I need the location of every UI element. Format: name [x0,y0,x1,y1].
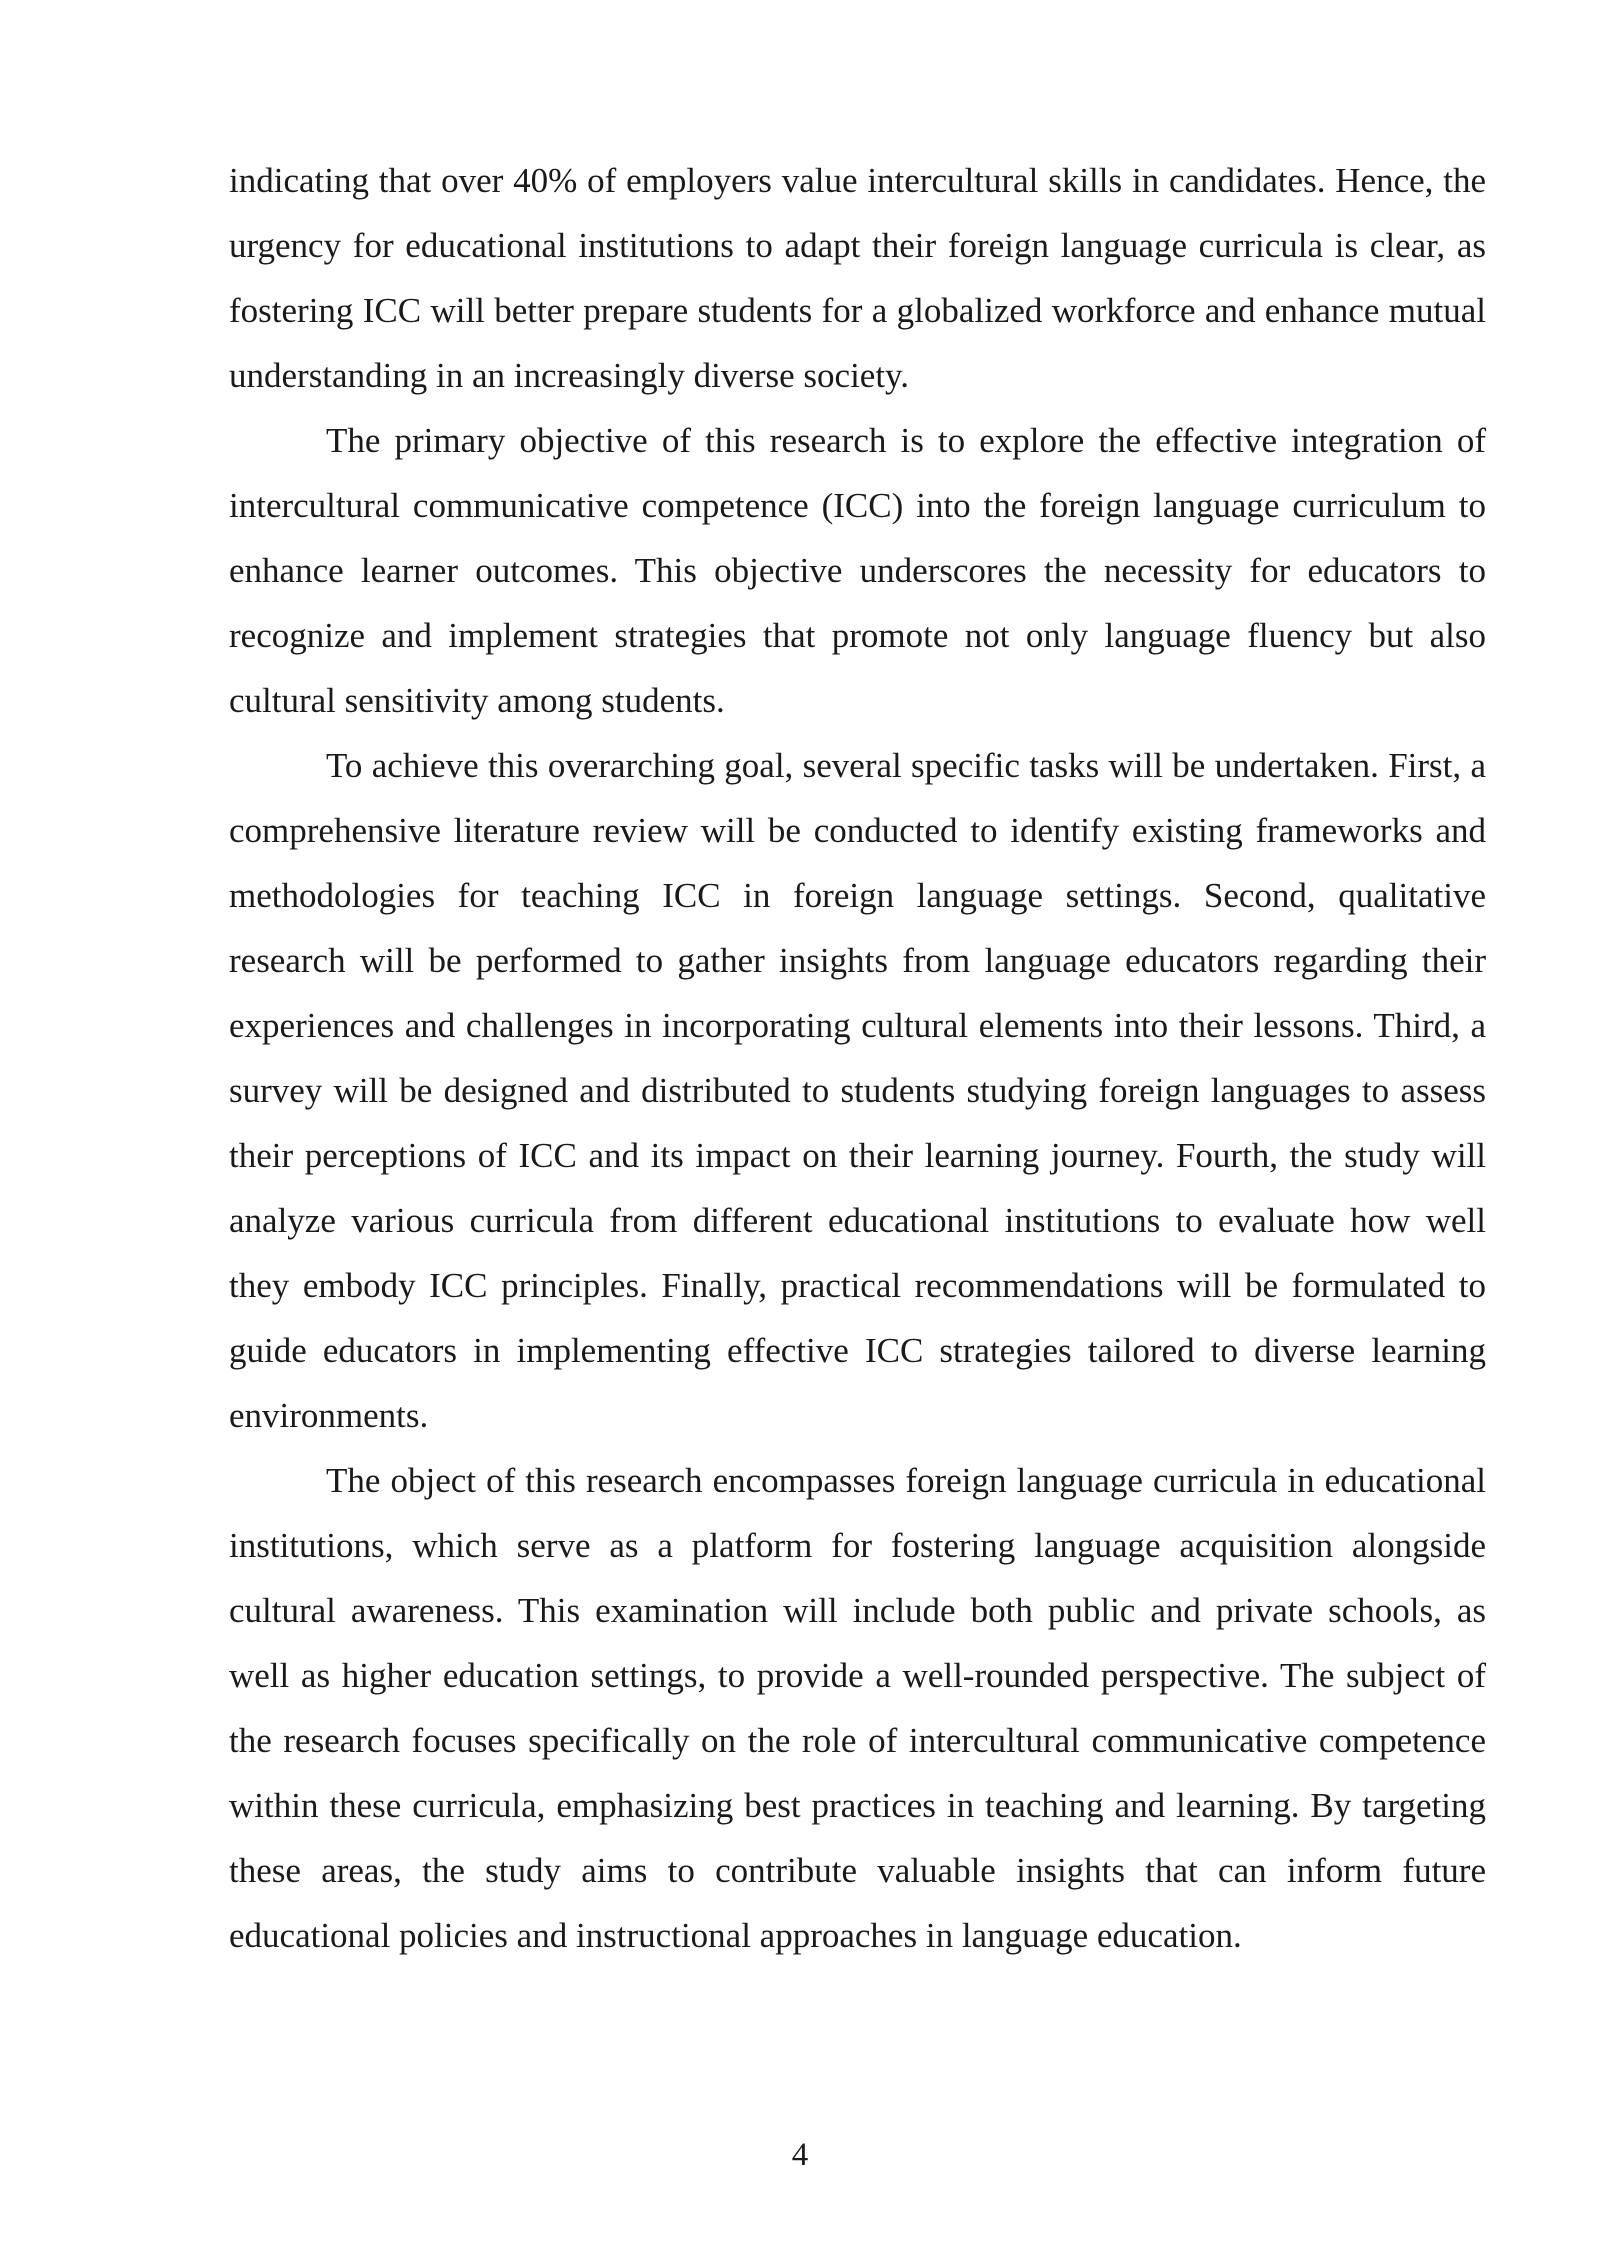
body-text [229,148,1486,1968]
paragraph-continuation: indicating that over 40% of employers value intercultural skills in candidates. Hence, the urgency for educational institutions to adapt their foreign language curricula is clear, as fostering ICC will better prepare students for a globalized workforce and enhance mutual understanding in an increasingly diverse society. [229,161,1486,395]
paragraph-tasks: To achieve this overarching goal, several specific tasks will be undertaken. First, a comprehensive literature review will be conducted to identify existing frameworks and methodologies for teaching ICC in foreign language settings. Second, qualitative research will be performed to gather insights from language educators regarding their experiences and challenges in incorporating cultural elements into their lessons. Third, a survey will be designed and distributed to students studying foreign languages to assess their perceptions of ICC and its impact on their learning journey. Fourth, the study will analyze various curricula from different educational institutions to evaluate how well they embody ICC principles. Finally, practical recommendations will be formulated to guide educators in implementing effective ICC strategies tailored to diverse learning environments. [229,746,1486,1435]
paragraph-objective: The primary objective of this research is to explore the effective integration of intercultural communicative competence (ICC) into the foreign language curriculum to enhance learner outcomes. This objective underscores the necessity for educators to recognize and implement strategies that promote not only language fluency but also cultural sensitivity among students. [229,421,1486,720]
paragraph-object-subject: The object of this research encompasses foreign language curricula in educational institutions, which serve as a platform for fostering language acquisition alongside cultural awareness. This examination will include both public and private schools, as well as higher education settings, to provide a well-rounded perspective. The subject of the research focuses specifically on the role of intercultural communicative competence within these curricula, emphasizing best practices in teaching and learning. By targeting these areas, the study aims to contribute valuable insights that can inform future educational policies and instructional approaches in language education. [229,1461,1486,1955]
page-number: 4 [791,2137,809,2173]
